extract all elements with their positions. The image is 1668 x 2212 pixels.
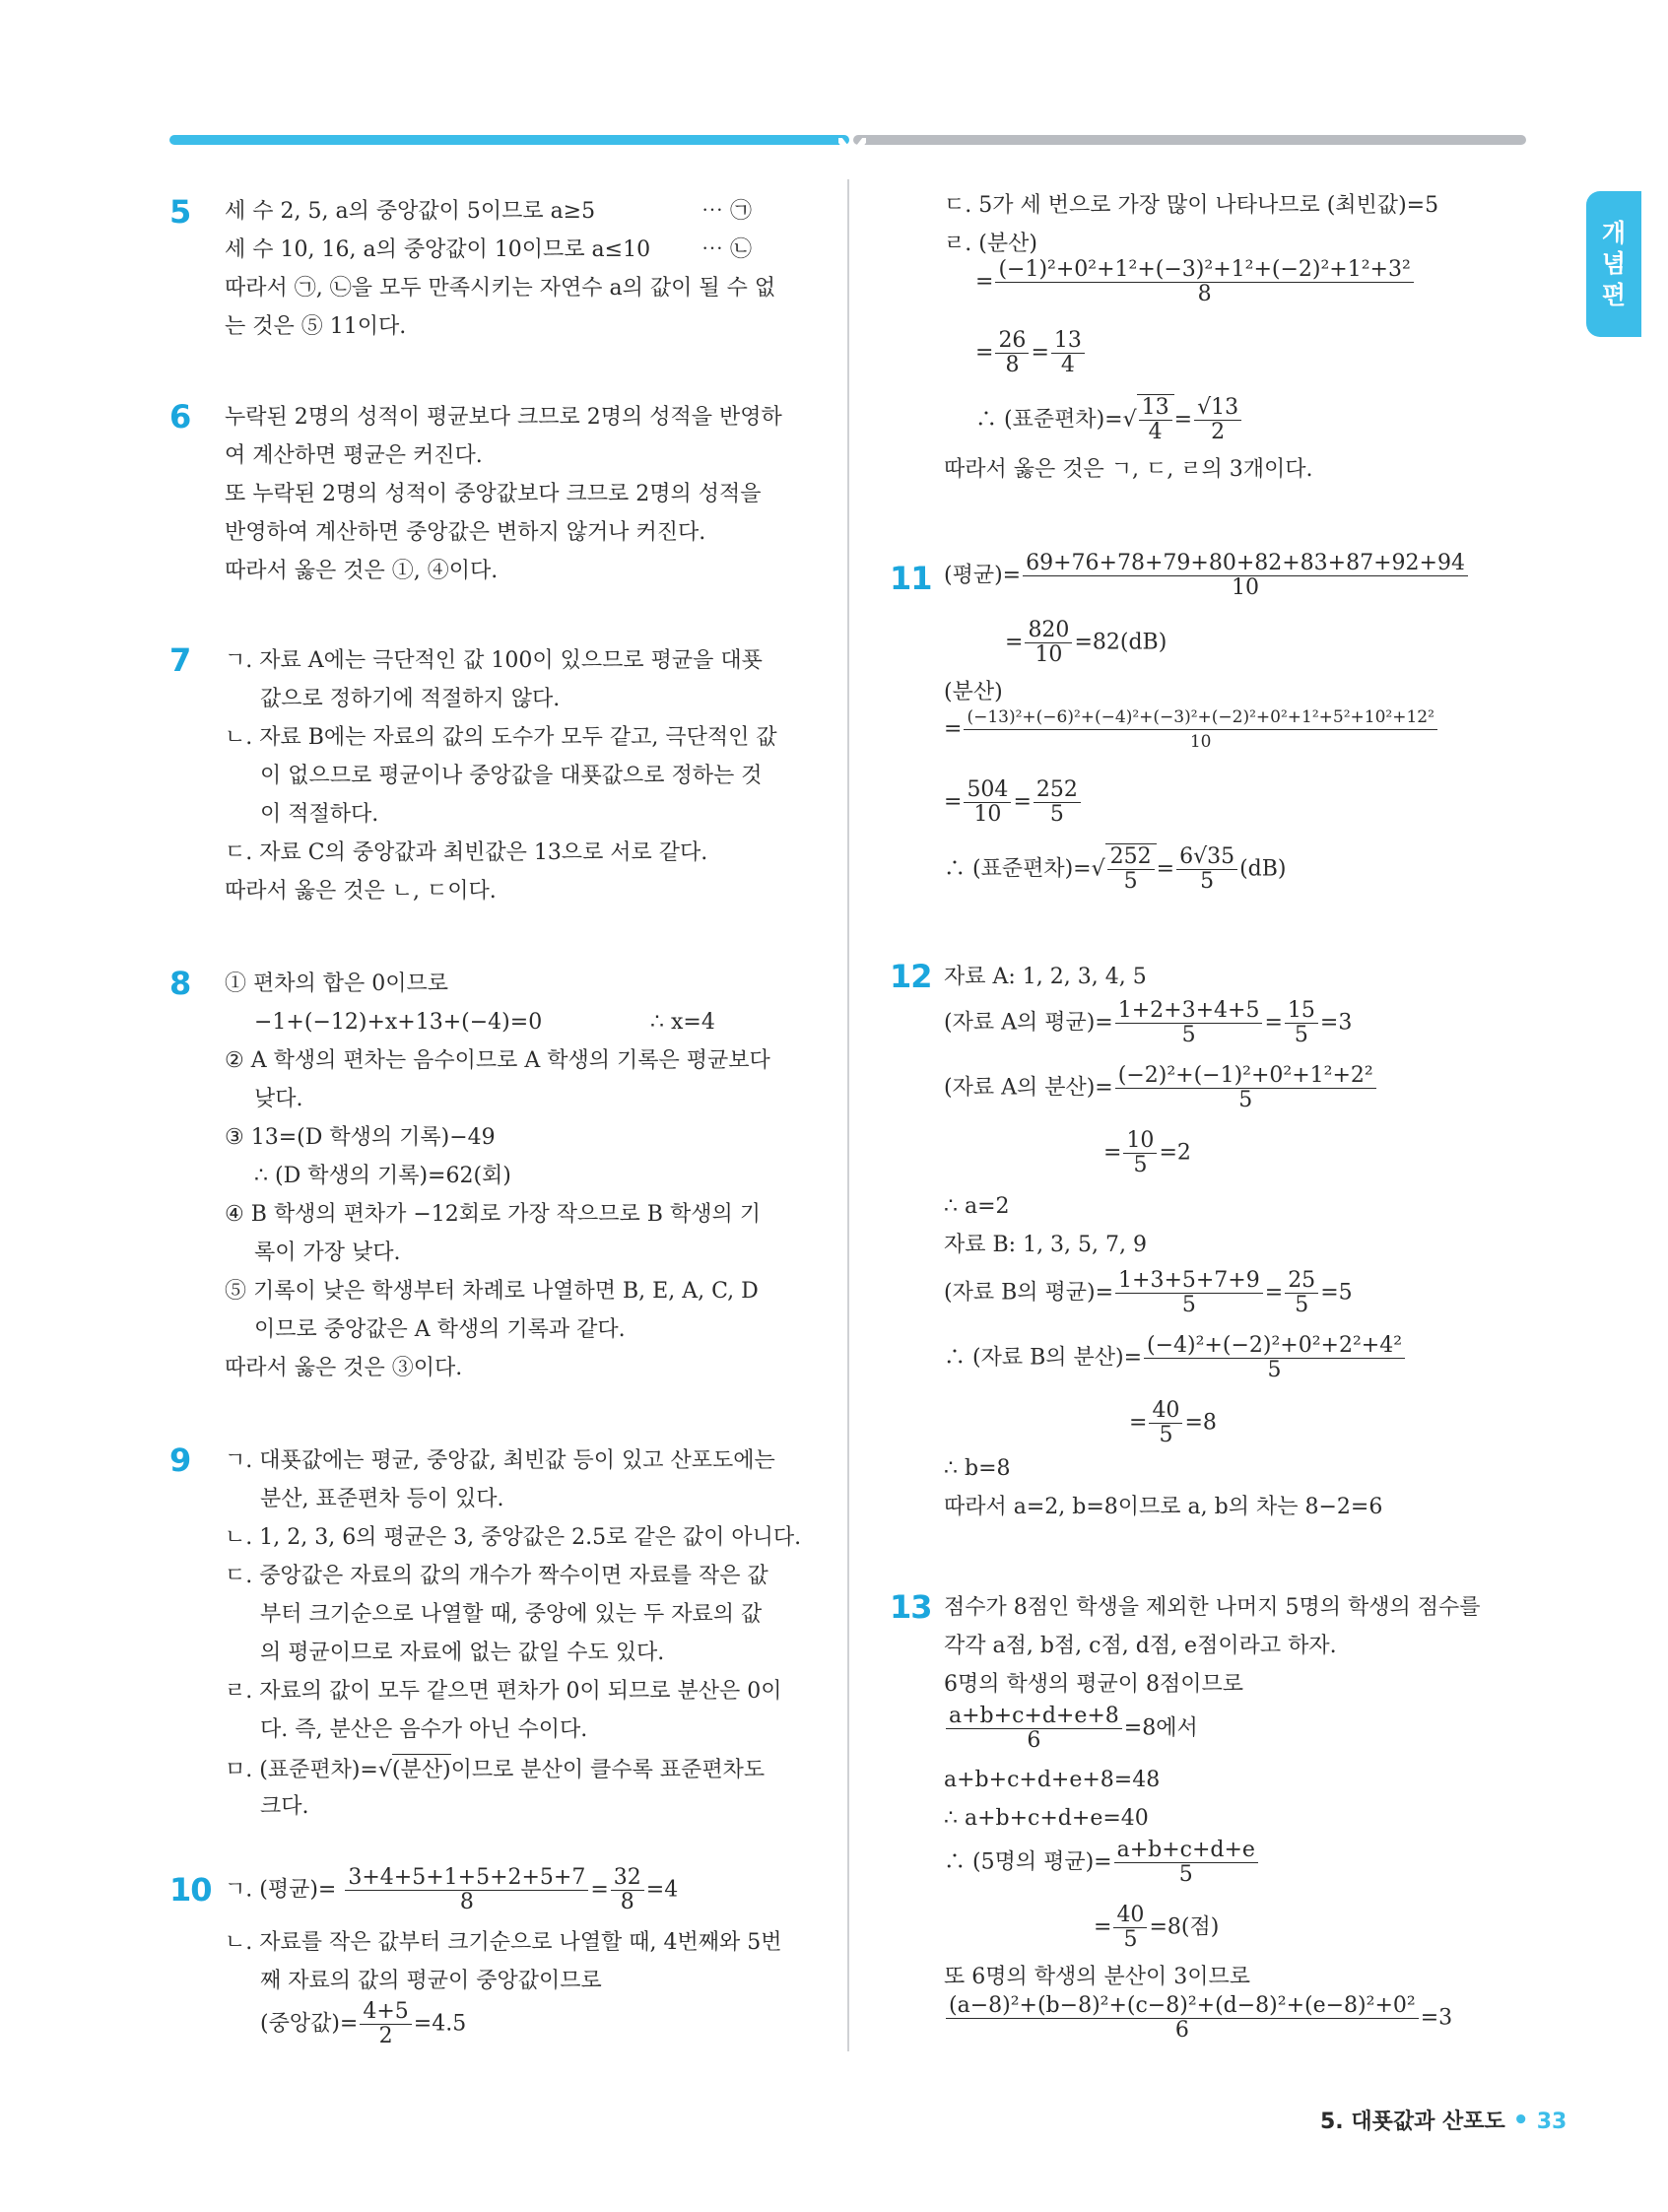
q10c-sd-frac-b-num: √13 bbox=[1194, 396, 1241, 421]
q10c-sd-frac-a bbox=[1139, 396, 1172, 444]
question-number-10: 10 bbox=[169, 1871, 212, 1909]
q5-line-4: 는 것은 ⑤ 11이다. bbox=[225, 314, 407, 339]
q11-sd-label: ∴ (표준편차)= bbox=[944, 856, 1092, 882]
q12-a-var-den: 5 bbox=[1238, 1088, 1253, 1112]
q13-line-1: 점수가 8점인 학생을 제외한 나머지 5명의 학생의 점수를 bbox=[944, 1595, 1481, 1620]
side-tab[interactable] bbox=[1586, 191, 1641, 337]
footer-chapter: 5. 대푯값과 산포도 bbox=[1320, 2110, 1505, 2134]
q12-b-var-num-2: 40 bbox=[1149, 1399, 1182, 1424]
q11-frac-b bbox=[1034, 778, 1081, 827]
q8-line-5: ③ 13=(D 학생의 기록)−49 bbox=[225, 1125, 496, 1150]
q11-sd-frac-a bbox=[1107, 845, 1155, 894]
q11-sd-frac-b bbox=[1176, 845, 1237, 894]
q10-mean-fraction bbox=[345, 1866, 588, 1914]
header-notch bbox=[838, 138, 866, 166]
q12-b-mean-den-2: 5 bbox=[1295, 1293, 1309, 1317]
q12-line-7: (자료 B의 평균)= $\frac{1+3+5+7+9}{5}$ = $\frac{25}{5}$ =5 bbox=[944, 1268, 1353, 1317]
q11-mean-denominator: 10 bbox=[1232, 575, 1260, 600]
q12-b-var-num: (−4)²+(−2)²+0²+2²+4² bbox=[1144, 1334, 1405, 1359]
q10c-line-4: = $\frac{26}{8}$ = $\frac{13}{4}$ bbox=[975, 329, 1087, 377]
sqrt-sign: √ bbox=[377, 1758, 392, 1782]
q6-line-4: 반영하여 계산하면 중앙값은 변하지 않거나 커진다. bbox=[225, 520, 706, 545]
q9-line-10: 크다. bbox=[260, 1794, 309, 1819]
q9-line-9 bbox=[225, 1754, 765, 1785]
q10c-line-3: = $\frac{\text{(−1)²+0²+1²+(−3)²+1²+(−2)²+1²+3²}}{8}$ bbox=[975, 258, 1416, 306]
q5-ref-1: ⋯ ㉠ bbox=[701, 199, 752, 224]
q12-a-mean-den: 5 bbox=[1181, 1023, 1196, 1047]
q9-sqrt-content: (분산) bbox=[392, 1754, 451, 1785]
q10-mean-result: =4 bbox=[645, 1877, 679, 1903]
q12-a-var-fraction-2 bbox=[1123, 1129, 1157, 1177]
q12-b-mean-fraction bbox=[1115, 1269, 1263, 1317]
q10c-frac-b-num: 13 bbox=[1051, 329, 1085, 354]
q11-sd-frac-a-num: 252 bbox=[1107, 845, 1155, 870]
q12-line-6: 자료 B: 1, 3, 5, 7, 9 bbox=[944, 1233, 1148, 1257]
q11-frac-b-den: 5 bbox=[1049, 802, 1064, 827]
page-number: 33 bbox=[1536, 2110, 1568, 2134]
q10c-sd-label: ∴ (표준편차)= bbox=[975, 407, 1123, 433]
q7-line-2: 값으로 정하기에 적절하지 않다. bbox=[260, 687, 561, 711]
q12-a-var-num: (−2)²+(−1)²+0²+1²+2² bbox=[1115, 1064, 1376, 1089]
q11-line-1 bbox=[944, 552, 1470, 600]
q12-b-mean-den: 5 bbox=[1181, 1293, 1196, 1317]
q13-variance-num: (a−8)²+(b−8)²+(c−8)²+(d−8)²+(e−8)²+0² bbox=[946, 1994, 1419, 2019]
question-number-12: 12 bbox=[890, 958, 932, 995]
q13-mean5-num-2: 40 bbox=[1113, 1904, 1147, 1928]
q13-line-3: 6명의 학생의 평균이 8점이므로 bbox=[944, 1672, 1243, 1697]
q13-variance-result: =3 bbox=[1420, 2005, 1453, 2031]
q11-sd-frac-b-den: 5 bbox=[1200, 869, 1215, 894]
q11-mean-label: (평균)= bbox=[944, 563, 1022, 588]
q10-mean-label: ㄱ. (평균)= bbox=[225, 1877, 337, 1903]
q13-mean5-fraction bbox=[1114, 1839, 1258, 1887]
q13-line-9: 또 6명의 학생의 분산이 3이므로 bbox=[944, 1965, 1250, 1989]
q8-line-3: ② A 학생의 편차는 음수이므로 A 학생의 기록은 평균보다 bbox=[225, 1048, 770, 1073]
q12-a-var-den-2: 5 bbox=[1133, 1153, 1148, 1177]
q9-line-9-a: ㅁ. (표준편차)= bbox=[225, 1758, 378, 1782]
q12-b-var-fraction-2 bbox=[1149, 1399, 1182, 1447]
q12-a-var-fraction bbox=[1115, 1064, 1376, 1112]
q10-mean-numerator-2: 32 bbox=[611, 1866, 644, 1891]
q7-line-7: 따라서 옳은 것은 ㄴ, ㄷ이다. bbox=[225, 879, 497, 904]
q7-line-1: ㄱ. 자료 A에는 극단적인 값 100이 있으므로 평균을 대푯 bbox=[225, 648, 763, 673]
q10-line-4 bbox=[260, 2000, 466, 2048]
q8-line-6: ∴ (D 학생의 기록)=62(회) bbox=[254, 1164, 511, 1188]
q10c-frac-b-den: 4 bbox=[1060, 353, 1075, 377]
column-divider bbox=[847, 179, 849, 2051]
q8-line-1: ① 편차의 합은 0이므로 bbox=[225, 972, 448, 996]
q11-mean-numerator: 69+76+78+79+80+82+83+87+92+94 bbox=[1023, 552, 1468, 576]
q11-variance-denominator: 10 bbox=[1189, 732, 1212, 752]
side-tab-char-3: 편 bbox=[1601, 280, 1627, 309]
question-number-8: 8 bbox=[169, 965, 191, 1002]
q12-line-8 bbox=[944, 1334, 1407, 1382]
q12-b-var-result: =8 bbox=[1184, 1410, 1217, 1436]
q10c-frac-a-num: 26 bbox=[995, 329, 1029, 354]
q10c-variance-fraction bbox=[995, 258, 1413, 306]
q12-b-var-den-2: 5 bbox=[1159, 1423, 1173, 1447]
q11-frac-a-den: 10 bbox=[973, 802, 1002, 827]
q12-a-var-label: (자료 A의 분산)= bbox=[944, 1075, 1113, 1101]
q10c-frac-a-den: 8 bbox=[1005, 353, 1020, 377]
q8-line-7: ④ B 학생의 편차가 −12회로 가장 작으므로 B 학생의 기 bbox=[225, 1202, 761, 1227]
q9-line-4: ㄷ. 중앙값은 자료의 값의 개수가 짝수이면 자료를 작은 값 bbox=[225, 1564, 768, 1588]
q5-ref-2: ⋯ ㉡ bbox=[701, 237, 752, 262]
q11-sd-frac-b-num: 6√35 bbox=[1176, 845, 1237, 870]
q13-line-4 bbox=[944, 1705, 1198, 1753]
q10-median-numerator: 4+5 bbox=[360, 2000, 411, 2025]
q13-variance-fraction bbox=[946, 1994, 1419, 2043]
q12-a-mean-num-2: 15 bbox=[1285, 999, 1318, 1024]
q10c-variance-denominator: 8 bbox=[1197, 282, 1212, 306]
q6-line-3: 또 누락된 2명의 성적이 중앙값보다 크므로 2명의 성적을 bbox=[225, 482, 762, 506]
q13-mean5-den-2: 5 bbox=[1123, 1927, 1138, 1952]
header-bar-left bbox=[169, 135, 849, 145]
q7-line-6: ㄷ. 자료 C의 중앙값과 최빈값은 13으로 서로 같다. bbox=[225, 840, 708, 865]
page-footer bbox=[1320, 2105, 1567, 2135]
q12-a-mean-fraction-2 bbox=[1285, 999, 1318, 1047]
q8-line-11: 따라서 옳은 것은 ③이다. bbox=[225, 1356, 463, 1380]
q12-a-mean-label: (자료 A의 평균)= bbox=[944, 1010, 1113, 1036]
q13-mean5-result: =8(점) bbox=[1149, 1914, 1220, 1940]
q10-mean-numerator: 3+4+5+1+5+2+5+7 bbox=[345, 1866, 588, 1891]
q10c-frac-a bbox=[995, 329, 1029, 377]
q10c-line-6: 따라서 옳은 것은 ㄱ, ㄷ, ㄹ의 3개이다. bbox=[944, 457, 1313, 482]
q10-mean-denominator: 8 bbox=[459, 1890, 474, 1914]
q12-a-mean-fraction bbox=[1115, 999, 1263, 1047]
q11-variance-fraction bbox=[964, 705, 1437, 754]
q10-median-fraction bbox=[360, 2000, 411, 2048]
question-number-7: 7 bbox=[169, 641, 191, 679]
q12-b-mean-label: (자료 B의 평균)= bbox=[944, 1280, 1114, 1306]
q7-line-5: 이 적절하다. bbox=[260, 802, 379, 827]
side-tab-char-2: 념 bbox=[1601, 249, 1627, 279]
q11-line-3: (분산) bbox=[944, 680, 1003, 704]
q8-line-10: 이므로 중앙값은 A 학생의 기록과 같다. bbox=[254, 1317, 626, 1342]
q10-line-3: 째 자료의 값의 평균이 중앙값이므로 bbox=[260, 1969, 602, 1993]
q12-b-mean-result: =5 bbox=[1320, 1280, 1353, 1306]
q12-line-10: ∴ b=8 bbox=[944, 1456, 1011, 1481]
q9-line-2: 분산, 표준편차 등이 있다. bbox=[260, 1487, 504, 1511]
q11-mean-num-2: 820 bbox=[1025, 619, 1072, 643]
q10c-sd-frac-a-den: 4 bbox=[1148, 420, 1163, 444]
header-bar-right bbox=[853, 135, 1526, 145]
q10c-sd-frac-a-num: 13 bbox=[1139, 396, 1172, 421]
q8-line-4: 낮다. bbox=[254, 1087, 303, 1111]
q12-b-mean-fraction-2 bbox=[1285, 1269, 1318, 1317]
q5-line-2: 세 수 10, 16, a의 중앙값이 10이므로 a≤10 bbox=[225, 237, 651, 262]
q12-b-mean-num-2: 25 bbox=[1285, 1269, 1318, 1294]
question-number-13: 13 bbox=[890, 1588, 932, 1626]
q10c-line-2: ㄹ. (분산) bbox=[944, 232, 1037, 256]
q11-mean-result: =82(dB) bbox=[1074, 630, 1168, 655]
q8-line-8: 록이 가장 낮다. bbox=[254, 1240, 401, 1265]
q12-line-9: = $\frac{40}{5}$ =8 bbox=[1129, 1398, 1217, 1447]
q13-line-2: 각각 a점, b점, c점, d점, e점이라고 하자. bbox=[944, 1634, 1337, 1658]
q9-line-5: 부터 크기순으로 나열할 때, 중앙에 있는 두 자료의 값 bbox=[260, 1602, 763, 1627]
q11-line-2: = $\frac{820}{10}$ =82(dB) bbox=[1005, 618, 1168, 667]
q11-mean-den-2: 10 bbox=[1034, 642, 1063, 667]
q10-mean-denominator-2: 8 bbox=[620, 1890, 634, 1914]
q13-line-6: ∴ a+b+c+d+e=40 bbox=[944, 1806, 1149, 1831]
q12-line-4: = $\frac{10}{5}$ =2 bbox=[1103, 1128, 1191, 1177]
q12-a-mean-den-2: 5 bbox=[1294, 1023, 1308, 1047]
q11-line-6: ∴ (표준편차)=√ $\frac{252}{5}$ = $\frac{6√35}{5}$ (dB) bbox=[944, 844, 1287, 894]
q12-a-var-num-2: 10 bbox=[1123, 1129, 1157, 1154]
q10c-variance-numerator: (−1)²+0²+1²+(−3)²+1²+(−2)²+1²+3² bbox=[995, 258, 1413, 283]
q11-frac-b-num: 252 bbox=[1034, 778, 1081, 803]
q11-frac-a bbox=[964, 778, 1011, 827]
q10c-line-1: ㄷ. 5가 세 번으로 가장 많이 나타나므로 (최빈값)=5 bbox=[944, 193, 1439, 218]
q12-a-mean-num: 1+2+3+4+5 bbox=[1115, 999, 1263, 1024]
q12-b-var-fraction bbox=[1144, 1334, 1405, 1382]
q11-variance-numerator: (−13)²+(−6)²+(−4)²+(−3)²+(−2)²+0²+1²+5²+10²+12² bbox=[964, 705, 1437, 730]
q12-b-var-label: ∴ (자료 B의 분산)= bbox=[944, 1345, 1143, 1371]
q12-line-1: 자료 A: 1, 2, 3, 4, 5 bbox=[944, 965, 1147, 989]
q11-mean-fraction bbox=[1023, 552, 1468, 600]
q5-line-1: 세 수 2, 5, a의 중앙값이 5이므로 a≥5 bbox=[225, 199, 596, 224]
q12-a-mean-result: =3 bbox=[1319, 1010, 1353, 1036]
q13-mean6-den: 6 bbox=[1027, 1728, 1041, 1753]
q13-line-8: = $\frac{40}{5}$ =8(점) bbox=[1094, 1903, 1220, 1952]
q13-variance-den: 6 bbox=[1174, 2018, 1189, 2043]
q11-mean-fraction-2 bbox=[1025, 619, 1072, 667]
question-number-5: 5 bbox=[169, 193, 191, 231]
side-tab-char-1: 개 bbox=[1601, 219, 1627, 248]
q13-mean5-num: a+b+c+d+e bbox=[1114, 1839, 1258, 1863]
q13-mean5-den: 5 bbox=[1178, 1862, 1193, 1887]
q11-line-4: = $\frac{\text{(−13)²+(−6)²+(−4)²+(−3)²+(−2)²+0²+1²+5²+10²+12²}}{10}$ bbox=[944, 705, 1439, 754]
q11-line-5: = $\frac{504}{10}$ = $\frac{252}{5}$ bbox=[944, 778, 1083, 827]
q13-mean5-label: ∴ (5명의 평균)= bbox=[944, 1849, 1112, 1875]
footer-dot-icon: • bbox=[1512, 2106, 1530, 2135]
q8-line-2: −1+(−12)+x+13+(−4)=0 bbox=[254, 1010, 543, 1035]
q11-sd-unit: (dB) bbox=[1239, 856, 1287, 882]
q10-eq: = bbox=[590, 1877, 609, 1903]
question-number-11: 11 bbox=[890, 560, 932, 597]
q10-line-2: ㄴ. 자료를 작은 값부터 크기순으로 나열할 때, 4번째와 5번 bbox=[225, 1930, 782, 1955]
q9-line-1: ㄱ. 대푯값에는 평균, 중앙값, 최빈값 등이 있고 산포도에는 bbox=[225, 1448, 775, 1473]
q10c-sd-frac-b bbox=[1194, 396, 1241, 444]
q10-median-label: (중앙값)= bbox=[260, 2011, 359, 2037]
q13-mean6-result: =8에서 bbox=[1123, 1715, 1198, 1741]
question-number-9: 9 bbox=[169, 1441, 191, 1479]
q9-line-9-b: 이므로 분산이 클수록 표준편차도 bbox=[450, 1758, 766, 1782]
q12-b-var-den: 5 bbox=[1267, 1358, 1282, 1382]
q5-line-3: 따라서 ㉠, ㉡을 모두 만족시키는 자연수 a의 값이 될 수 없 bbox=[225, 276, 776, 301]
q12-line-3 bbox=[944, 1064, 1378, 1112]
q12-line-11: 따라서 a=2, b=8이므로 a, b의 차는 8−2=6 bbox=[944, 1495, 1383, 1519]
q6-line-2: 여 계산하면 평균은 커진다. bbox=[225, 443, 483, 468]
q10-line-1 bbox=[225, 1866, 678, 1914]
q12-line-2: (자료 A의 평균)= $\frac{1+2+3+4+5}{5}$ = $\frac{15}{5}$ =3 bbox=[944, 998, 1353, 1047]
q7-line-4: 이 없으므로 평균이나 중앙값을 대푯값으로 정하는 것 bbox=[260, 764, 763, 788]
q12-line-5: ∴ a=2 bbox=[944, 1194, 1010, 1219]
q8-line-9: ⑤ 기록이 낮은 학생부터 차례로 나열하면 B, E, A, C, D bbox=[225, 1279, 759, 1304]
q10c-line-5: ∴ (표준편차)=√ $\frac{13}{4}$ = $\frac{√13}{2}$ bbox=[975, 394, 1243, 444]
q11-frac-a-num: 504 bbox=[964, 778, 1011, 803]
q13-mean5-fraction-2 bbox=[1113, 1904, 1147, 1952]
q9-line-8: 다. 즉, 분산은 음수가 아닌 수이다. bbox=[260, 1717, 588, 1742]
q9-line-7: ㄹ. 자료의 값이 모두 같으면 편차가 0이 되므로 분산은 0이 bbox=[225, 1679, 782, 1704]
q13-line-5: a+b+c+d+e+8=48 bbox=[944, 1768, 1161, 1792]
q12-a-var-result: =2 bbox=[1159, 1140, 1191, 1166]
q10c-frac-b bbox=[1051, 329, 1085, 377]
q10-median-denominator: 2 bbox=[378, 2024, 393, 2048]
q10-mean-fraction-2 bbox=[611, 1866, 644, 1914]
q13-mean6-fraction bbox=[946, 1705, 1122, 1753]
q9-line-3: ㄴ. 1, 2, 3, 6의 평균은 3, 중앙값은 2.5로 같은 값이 아니다. bbox=[225, 1525, 802, 1550]
q13-line-7 bbox=[944, 1839, 1260, 1887]
q7-line-3: ㄴ. 자료 B에는 자료의 값의 도수가 모두 같고, 극단적인 값 bbox=[225, 725, 777, 750]
q13-mean6-num: a+b+c+d+e+8 bbox=[946, 1705, 1122, 1729]
q10-median-result: =4.5 bbox=[413, 2011, 467, 2037]
q13-line-10 bbox=[944, 1994, 1452, 2043]
q12-b-mean-num: 1+3+5+7+9 bbox=[1115, 1269, 1263, 1294]
q11-sd-frac-a-den: 5 bbox=[1123, 869, 1138, 894]
q6-line-1: 누락된 2명의 성적이 평균보다 크므로 2명의 성적을 반영하 bbox=[225, 405, 782, 430]
q8-line-2-result: ∴ x=4 bbox=[650, 1010, 715, 1035]
q6-line-5: 따라서 옳은 것은 ①, ④이다. bbox=[225, 559, 499, 583]
q9-line-6: 의 평균이므로 자료에 없는 값일 수도 있다. bbox=[260, 1641, 665, 1665]
question-number-6: 6 bbox=[169, 398, 191, 436]
q10c-sd-frac-b-den: 2 bbox=[1211, 420, 1226, 444]
